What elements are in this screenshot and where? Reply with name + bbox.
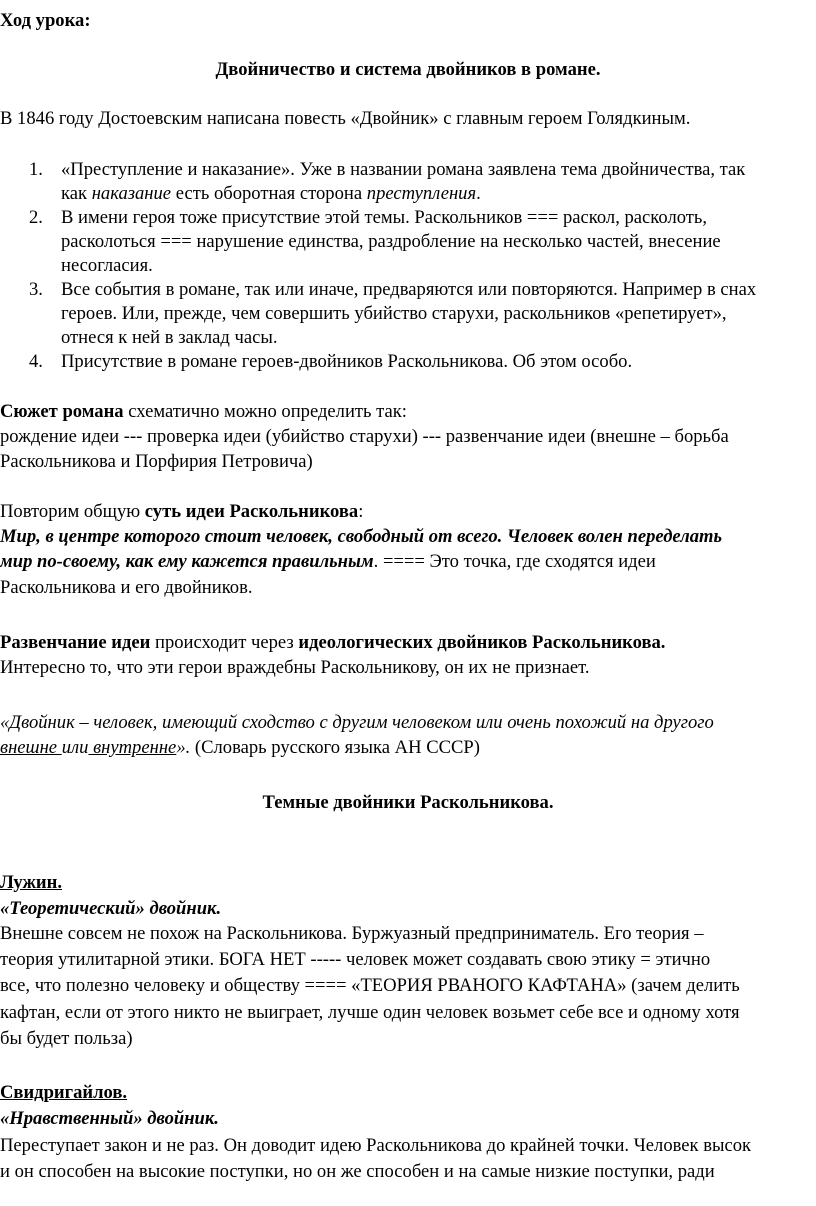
essence-line1: Повторим общую суть идеи Раскольникова: bbox=[0, 501, 364, 522]
intro-paragraph: В 1846 году Достоевским написана повесть «Двойник» с главным героем Голядкиным. bbox=[0, 108, 691, 129]
svidrigailov-heading: Свидригайлов. bbox=[0, 1082, 128, 1103]
svidrigailov-line2: и он способен на высокие поступки, но он же способен и на самые низкие поступки, ради bbox=[0, 1161, 715, 1182]
list-number: 3. bbox=[29, 279, 43, 300]
definition-line2: внешне или внутренне». (Словарь русского языка АН СССР) bbox=[0, 737, 480, 758]
luzhin-line5: бы будет польза) bbox=[0, 1028, 133, 1049]
list-number: 1. bbox=[29, 159, 43, 180]
list-number: 4. bbox=[29, 351, 43, 372]
svidrigailov-type: «Нравственный» двойник. bbox=[0, 1108, 219, 1129]
essence-line3: мир по-своему, как ему кажется правильным. ==== Это точка, где сходятся идеи bbox=[0, 551, 656, 572]
list-item-2-line2: расколоться === нарушение единства, раздробление на несколько частей, внесение bbox=[61, 231, 721, 252]
svidrigailov-line1: Переступает закон и не раз. Он доводит идею Раскольникова до крайней точки. Человек высок bbox=[0, 1135, 752, 1156]
debunk-line1: Развенчание идеи происходит через идеологических двойников Раскольникова. bbox=[0, 632, 666, 653]
list-number: 2. bbox=[29, 207, 43, 228]
list-item-1-line2: как наказание есть оборотная сторона преступления. bbox=[61, 183, 481, 204]
plot-line3: Раскольникова и Порфирия Петровича) bbox=[0, 451, 313, 472]
plot-line1: Сюжет романа схематично можно определить так: bbox=[0, 401, 407, 422]
list-item-4-line1: Присутствие в романе героев-двойников Раскольникова. Об этом особо. bbox=[61, 351, 633, 372]
list-item-3-line1: Все события в романе, так или иначе, предваряются или повторяются. Например в снах bbox=[61, 279, 757, 300]
definition-line1: «Двойник – человек, имеющий сходство с другим человеком или очень похожий на другого bbox=[0, 712, 714, 733]
essence-line2: Мир, в центре которого стоит человек, свободный от всего. Человек волен переделать bbox=[0, 526, 723, 547]
plot-line2: рождение идеи --- проверка идеи (убийство старухи) --- развенчание идеи (внешне – борьба bbox=[0, 426, 729, 447]
luzhin-line3: все, что полезно человеку и обществу ==== «ТЕОРИЯ РВАНОГО КАФТАНА» (зачем делить bbox=[0, 975, 740, 996]
list-item-1-line1: «Преступление и наказание». Уже в названии романа заявлена тема двойничества, так bbox=[61, 159, 746, 180]
list-item-2-line1: В имени героя тоже присутствие этой темы. Раскольников === раскол, расколоть, bbox=[61, 207, 708, 228]
list-item-2-line3: несогласия. bbox=[61, 255, 153, 276]
lesson-heading: Ход урока: bbox=[0, 10, 91, 31]
essence-line4: Раскольникова и его двойников. bbox=[0, 577, 253, 598]
section-title-dark-doubles: Темные двойники Раскольникова. bbox=[262, 792, 554, 813]
luzhin-heading: Лужин. bbox=[0, 872, 63, 893]
debunk-line2: Интересно то, что эти герои враждебны Раскольникову, он их не признает. bbox=[0, 657, 590, 678]
section-title-doubles: Двойничество и система двойников в романе. bbox=[215, 59, 601, 80]
luzhin-type: «Теоретический» двойник. bbox=[0, 898, 222, 919]
list-item-3-line3: отнеся к ней в заклад часы. bbox=[61, 327, 278, 348]
list-item-3-line2: героев. Или, прежде, чем совершить убийство старухи, раскольников «репетирует», bbox=[61, 303, 727, 324]
luzhin-line2: теория утилитарной этики. БОГА НЕТ ----- человек может создавать свою этику = этично bbox=[0, 949, 711, 970]
luzhin-line4: кафтан, если от этого никто не выиграет, лучше один человек возьмет себе все и одному хотя bbox=[0, 1002, 740, 1023]
luzhin-line1: Внешне совсем не похож на Раскольникова. Буржуазный предприниматель. Его теория – bbox=[0, 923, 704, 944]
